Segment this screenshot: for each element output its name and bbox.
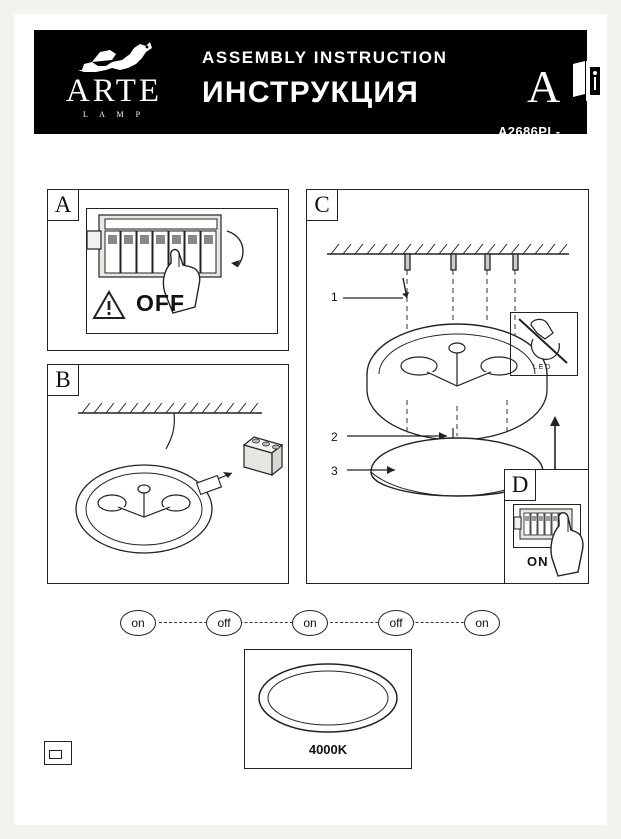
lamp-top-view-icon	[255, 658, 401, 738]
color-temperature-label: 4000K	[308, 742, 348, 757]
panel-b-tag: B	[47, 364, 79, 396]
color-temperature-box	[244, 649, 412, 769]
switch-step-2: off	[206, 610, 242, 636]
callout-3: 3	[331, 464, 338, 478]
panel-a-off-label: OFF	[136, 290, 185, 316]
panel-c-tag: C	[306, 189, 338, 221]
header-bar	[34, 30, 587, 154]
switch-step-5: on	[464, 610, 500, 636]
brand-subtitle: L A M P	[82, 110, 146, 119]
title-russian: ИНСТРУКЦИЯ	[202, 76, 420, 109]
hand-pointing-icon	[545, 506, 585, 580]
switch-step-3: on	[292, 610, 328, 636]
warning-triangle-icon	[92, 290, 126, 320]
instruction-sheet	[14, 14, 607, 825]
title-english: ASSEMBLY INSTRUCTION	[202, 48, 448, 67]
panel-a-tag: A	[47, 189, 79, 221]
product-code: A2686PL-35BK	[498, 124, 561, 154]
brand-name: ARTE	[65, 73, 163, 109]
panel-step-a	[47, 189, 289, 351]
panel-step-d	[504, 469, 589, 584]
led-badge-text: L E D	[533, 364, 551, 371]
switch-step-1: on	[120, 610, 156, 636]
gryphon-icon	[72, 40, 156, 74]
brand-logo	[48, 38, 180, 130]
panel-step-b	[47, 364, 289, 584]
manual-book-icon	[571, 60, 605, 102]
recycle-box-icon	[44, 741, 72, 765]
callout-2: 2	[331, 430, 338, 444]
switch-step-4: off	[378, 610, 414, 636]
no-touch-led-icon	[510, 312, 578, 376]
callout-1: 1	[331, 290, 338, 304]
sheet-letter: A	[527, 61, 561, 112]
panel-b-illustration	[48, 391, 286, 581]
panel-d-tag: D	[504, 469, 536, 501]
panel-d-on-label: ON	[527, 554, 549, 569]
